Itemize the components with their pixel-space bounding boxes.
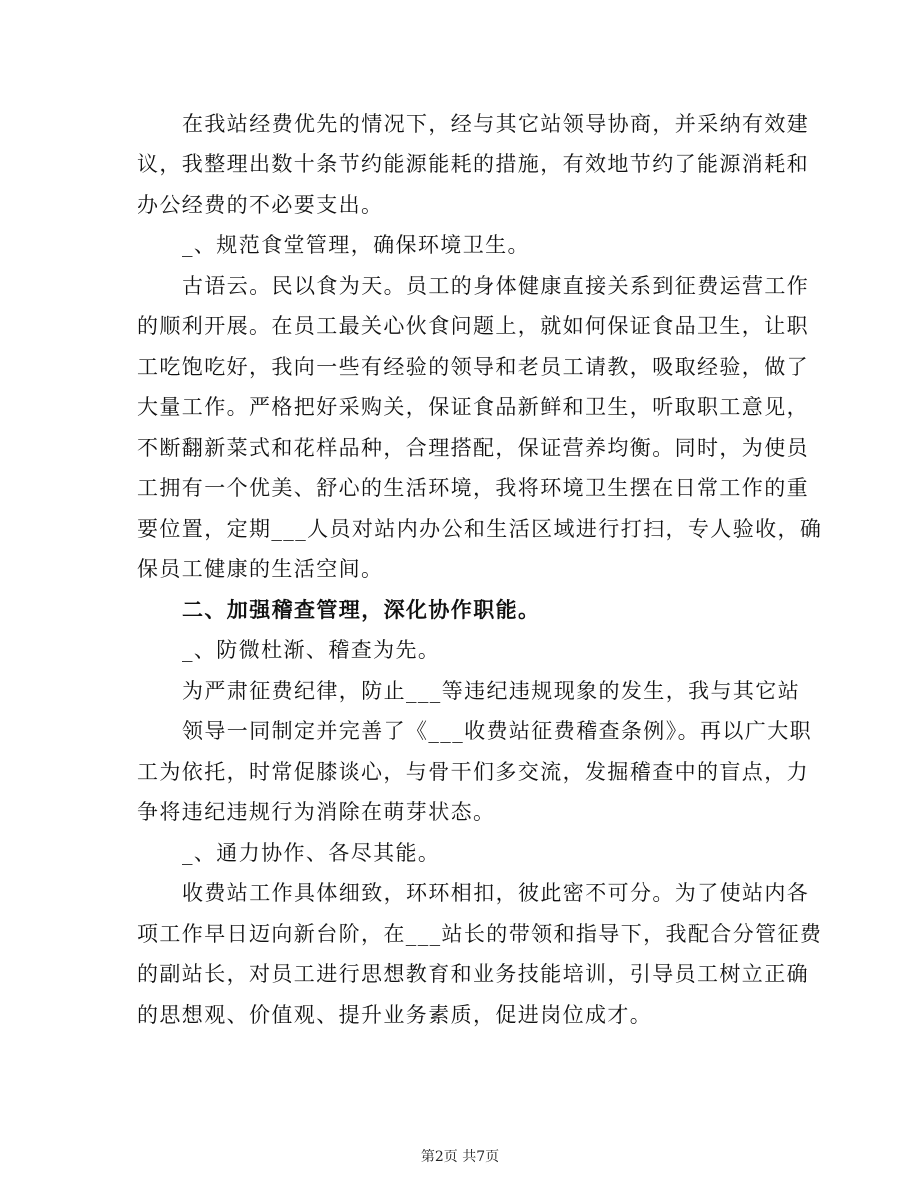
paragraph-line: 的顺利开展。在员工最关心伙食问题上，就如何保证食品卫生，让职	[137, 314, 809, 338]
section-heading: 二、加强稽查管理，深化协作职能。	[182, 597, 541, 622]
paragraph-line: 保员工健康的生活空间。	[137, 557, 384, 581]
paragraph-line: 大量工作。严格把好采购关，保证食品新鲜和卫生，听取职工意见，	[137, 395, 809, 419]
paragraph-line: 的思想观、价值观、提升业务素质，促进岗位成才。	[137, 1003, 653, 1027]
paragraph-line: 项工作早日迈向新台阶，在___站长的带领和指导下，我配合分管征费	[137, 922, 823, 946]
paragraph-line: 领导一同制定并完善了《___收费站征费稽查条例》。再以广大职	[182, 719, 812, 743]
paragraph-line: 办公经费的不必要支出。	[137, 193, 384, 217]
paragraph-line: 议，我整理出数十条节约能源能耗的措施，有效地节约了能源消耗和	[137, 152, 809, 176]
paragraph-line: 要位置，定期___人员对站内办公和生活区域进行打扫，专人验收，确	[137, 517, 823, 541]
paragraph-line: 工吃饱吃好，我向一些有经验的领导和老员工请教，吸取经验，做了	[137, 355, 809, 379]
page-number: 第2页 共7页	[420, 1149, 500, 1165]
paragraph-line: 收费站工作具体细致，环环相扣，彼此密不可分。为了使站内各	[182, 881, 810, 905]
paragraph-line: 工为依托，时常促膝谈心，与骨干们多交流，发掘稽查中的盲点，力	[137, 760, 809, 784]
paragraph-line: 在我站经费优先的情况下，经与其它站领导协商，并采纳有效建	[182, 112, 810, 136]
paragraph-line: 工拥有一个优美、舒心的生活环境，我将环境卫生摆在日常工作的重	[137, 476, 809, 500]
section-heading: _、规范食堂管理，确保环境卫生。	[182, 233, 530, 257]
paragraph-line: 为严肃征费纪律，防止___等违纪违规现象的发生，我与其它站	[182, 679, 801, 703]
paragraph-line: 不断翻新菜式和花样品种，合理搭配，保证营养均衡。同时，为使员	[137, 436, 809, 460]
paragraph-line: 的副站长，对员工进行思想教育和业务技能培训，引导员工树立正确	[137, 962, 809, 986]
paragraph-line: 古语云。民以食为天。员工的身体健康直接关系到征费运营工作	[182, 274, 810, 298]
paragraph-line: 争将违纪违规行为消除在萌芽状态。	[137, 800, 496, 824]
section-heading: _、防微杜渐、稽查为先。	[182, 638, 441, 662]
section-heading: _、通力协作、各尽其能。	[182, 841, 441, 865]
